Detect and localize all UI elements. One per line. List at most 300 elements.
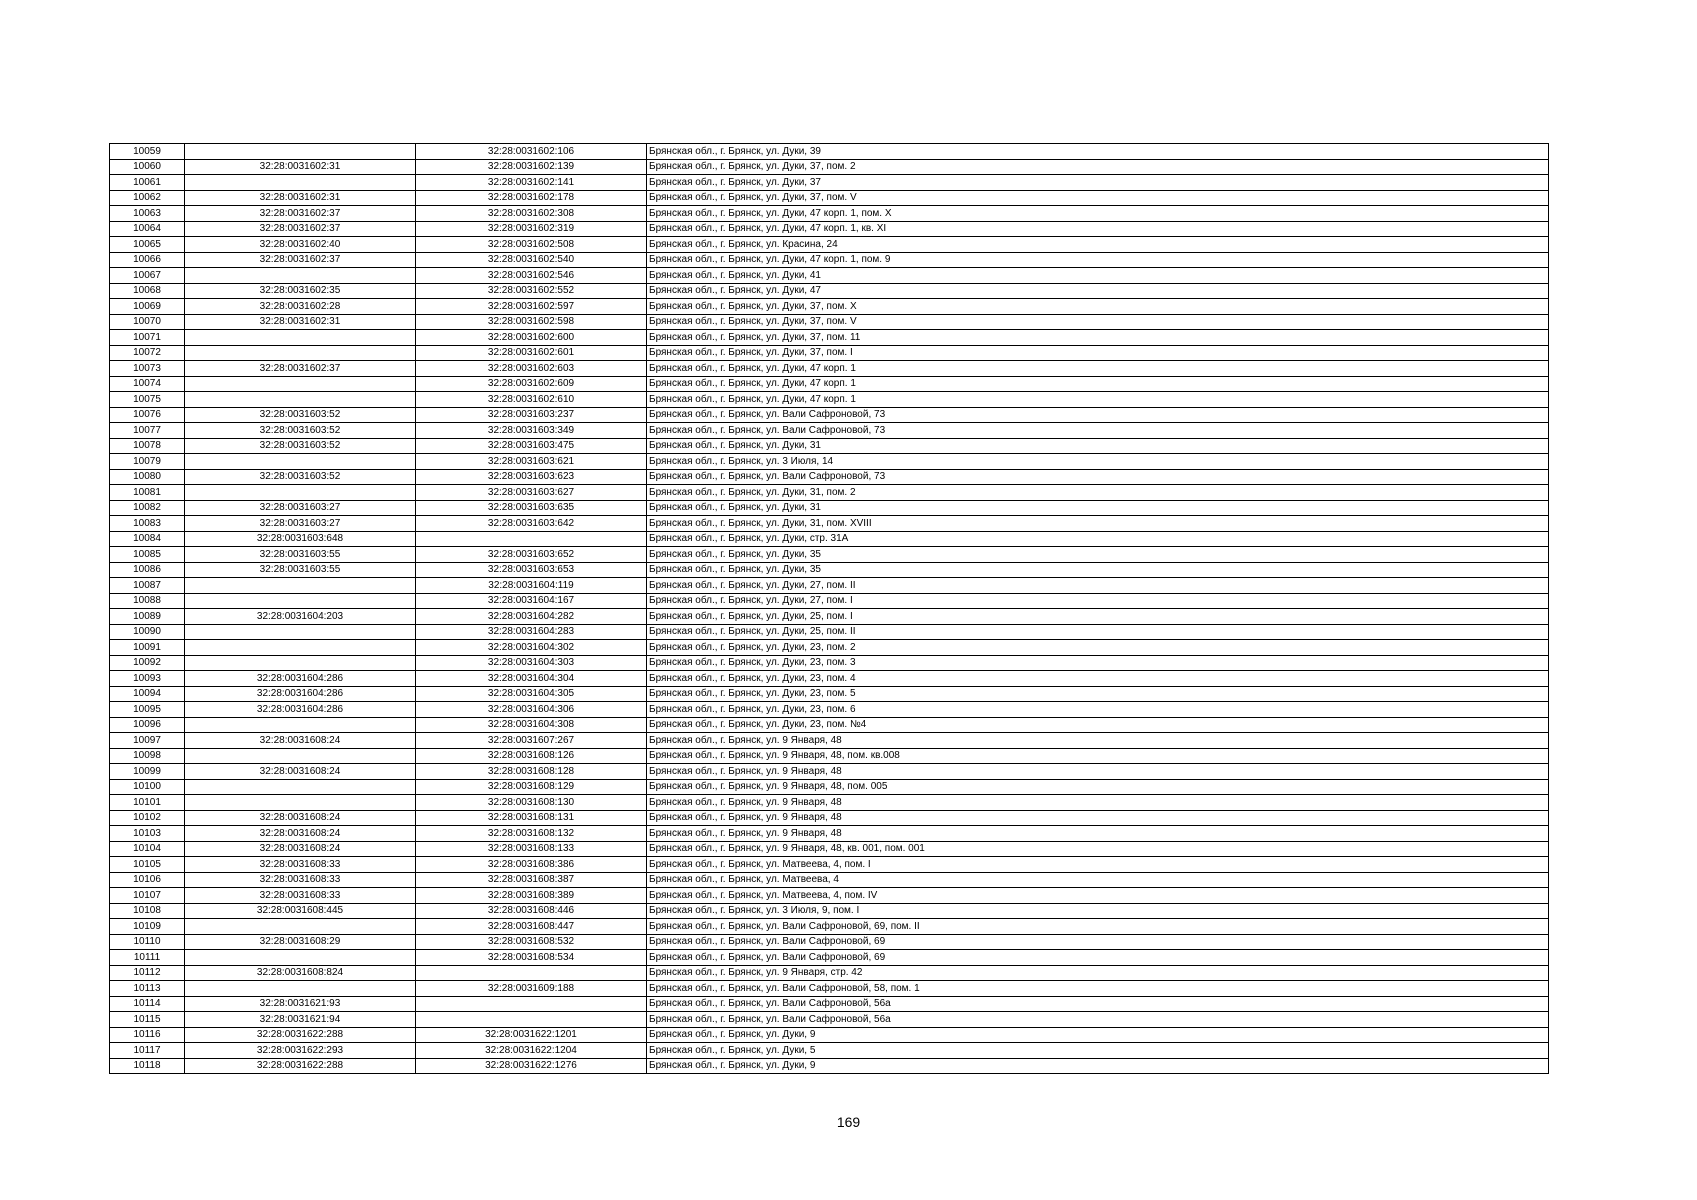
row-number-cell: 10117 (110, 1043, 185, 1059)
cadastral-number-cell: 32:28:0031602:600 (416, 330, 647, 346)
address-cell: Брянская обл., г. Брянск, ул. Дуки, 23, пом. 6 (647, 702, 1549, 718)
table-row (110, 919, 1549, 935)
address-cell: Брянская обл., г. Брянск, ул. 9 Января, 48, кв. 001, пом. 001 (647, 841, 1549, 857)
address-cell: Брянская обл., г. Брянск, ул. Матвеева, 4, пом. IV (647, 888, 1549, 904)
parent-cadastral-cell: 32:28:0031608:24 (185, 764, 416, 780)
parent-cadastral-cell: 32:28:0031622:293 (185, 1043, 416, 1059)
address-cell: Брянская обл., г. Брянск, ул. Дуки, 37, пом. 2 (647, 159, 1549, 175)
parent-cadastral-cell: 32:28:0031622:288 (185, 1027, 416, 1043)
row-number-cell: 10075 (110, 392, 185, 408)
table-row (110, 981, 1549, 997)
table-row (110, 392, 1549, 408)
parent-cadastral-cell: 32:28:0031608:33 (185, 857, 416, 873)
cadastral-number-cell: 32:28:0031622:1204 (416, 1043, 647, 1059)
parent-cadastral-cell: 32:28:0031603:52 (185, 469, 416, 485)
address-cell: Брянская обл., г. Брянск, ул. Дуки, 37, пом. X (647, 299, 1549, 315)
parent-cadastral-cell: 32:28:0031603:648 (185, 531, 416, 547)
table-row (110, 826, 1549, 842)
address-cell: Брянская обл., г. Брянск, ул. 9 Января, 48 (647, 733, 1549, 749)
cadastral-number-cell (416, 965, 647, 981)
row-number-cell: 10081 (110, 485, 185, 501)
table-row (110, 330, 1549, 346)
address-cell: Брянская обл., г. Брянск, ул. 9 Января, 48 (647, 795, 1549, 811)
cadastral-number-cell: 32:28:0031602:106 (416, 144, 647, 160)
table-row (110, 888, 1549, 904)
table-row (110, 640, 1549, 656)
row-number-cell: 10064 (110, 221, 185, 237)
parent-cadastral-cell: 32:28:0031602:40 (185, 237, 416, 253)
parent-cadastral-cell: 32:28:0031622:288 (185, 1058, 416, 1074)
table-row (110, 686, 1549, 702)
cadastral-number-cell: 32:28:0031604:303 (416, 655, 647, 671)
address-cell: Брянская обл., г. Брянск, ул. Вали Сафроновой, 69 (647, 934, 1549, 950)
address-cell: Брянская обл., г. Брянск, ул. Дуки, 47 корп. 1 (647, 361, 1549, 377)
cadastral-number-cell: 32:28:0031604:282 (416, 609, 647, 625)
parent-cadastral-cell: 32:28:0031604:203 (185, 609, 416, 625)
cadastral-number-cell: 32:28:0031608:131 (416, 810, 647, 826)
row-number-cell: 10114 (110, 996, 185, 1012)
parent-cadastral-cell: 32:28:0031603:52 (185, 438, 416, 454)
cadastral-number-cell: 32:28:0031608:130 (416, 795, 647, 811)
cadastral-number-cell: 32:28:0031604:308 (416, 717, 647, 733)
address-cell: Брянская обл., г. Брянск, ул. Дуки, 47 корп. 1, пом. X (647, 206, 1549, 222)
table-row (110, 407, 1549, 423)
parent-cadastral-cell: 32:28:0031603:27 (185, 516, 416, 532)
table-row (110, 903, 1549, 919)
parent-cadastral-cell: 32:28:0031604:286 (185, 686, 416, 702)
row-number-cell: 10104 (110, 841, 185, 857)
row-number-cell: 10077 (110, 423, 185, 439)
address-cell: Брянская обл., г. Брянск, ул. Вали Сафроновой, 73 (647, 407, 1549, 423)
parent-cadastral-cell: 32:28:0031603:52 (185, 407, 416, 423)
row-number-cell: 10076 (110, 407, 185, 423)
parent-cadastral-cell (185, 330, 416, 346)
parent-cadastral-cell (185, 981, 416, 997)
address-cell: Брянская обл., г. Брянск, ул. Дуки, 37, пом. V (647, 314, 1549, 330)
cadastral-number-cell: 32:28:0031603:621 (416, 454, 647, 470)
address-cell: Брянская обл., г. Брянск, ул. Дуки, 23, пом. 4 (647, 671, 1549, 687)
row-number-cell: 10065 (110, 237, 185, 253)
table-row (110, 516, 1549, 532)
cadastral-number-cell: 32:28:0031602:178 (416, 190, 647, 206)
parent-cadastral-cell: 32:28:0031603:55 (185, 547, 416, 563)
parent-cadastral-cell: 32:28:0031602:28 (185, 299, 416, 315)
parent-cadastral-cell (185, 454, 416, 470)
table-row (110, 562, 1549, 578)
address-cell: Брянская обл., г. Брянск, ул. Дуки, 35 (647, 547, 1549, 563)
parent-cadastral-cell: 32:28:0031602:31 (185, 190, 416, 206)
table-row (110, 547, 1549, 563)
cadastral-number-cell (416, 996, 647, 1012)
row-number-cell: 10109 (110, 919, 185, 935)
address-cell: Брянская обл., г. Брянск, ул. Дуки, стр. 31А (647, 531, 1549, 547)
table-row (110, 810, 1549, 826)
address-cell: Брянская обл., г. Брянск, ул. Дуки, 47 корп. 1, пом. 9 (647, 252, 1549, 268)
table-row (110, 1043, 1549, 1059)
address-cell: Брянская обл., г. Брянск, ул. Вали Сафроновой, 69 (647, 950, 1549, 966)
address-cell: Брянская обл., г. Брянск, ул. Дуки, 23, пом. 5 (647, 686, 1549, 702)
parent-cadastral-cell: 32:28:0031608:824 (185, 965, 416, 981)
table-row (110, 733, 1549, 749)
address-cell: Брянская обл., г. Брянск, ул. Матвеева, 4 (647, 872, 1549, 888)
row-number-cell: 10091 (110, 640, 185, 656)
row-number-cell: 10096 (110, 717, 185, 733)
cadastral-number-cell: 32:28:0031603:475 (416, 438, 647, 454)
table-row (110, 872, 1549, 888)
address-cell: Брянская обл., г. Брянск, ул. Дуки, 5 (647, 1043, 1549, 1059)
cadastral-number-cell: 32:28:0031604:302 (416, 640, 647, 656)
cadastral-number-cell: 32:28:0031602:319 (416, 221, 647, 237)
row-number-cell: 10095 (110, 702, 185, 718)
address-cell: Брянская обл., г. Брянск, ул. Дуки, 25, пом. II (647, 624, 1549, 640)
cadastral-number-cell: 32:28:0031608:128 (416, 764, 647, 780)
row-number-cell: 10093 (110, 671, 185, 687)
row-number-cell: 10110 (110, 934, 185, 950)
parent-cadastral-cell: 32:28:0031603:27 (185, 500, 416, 516)
cadastral-number-cell: 32:28:0031603:642 (416, 516, 647, 532)
row-number-cell: 10063 (110, 206, 185, 222)
table-row (110, 655, 1549, 671)
parent-cadastral-cell (185, 175, 416, 191)
row-number-cell: 10118 (110, 1058, 185, 1074)
parent-cadastral-cell: 32:28:0031621:94 (185, 1012, 416, 1028)
row-number-cell: 10107 (110, 888, 185, 904)
table-row (110, 361, 1549, 377)
table-body (110, 144, 1549, 1074)
parent-cadastral-cell: 32:28:0031608:24 (185, 826, 416, 842)
row-number-cell: 10105 (110, 857, 185, 873)
parent-cadastral-cell: 32:28:0031621:93 (185, 996, 416, 1012)
table-row (110, 237, 1549, 253)
address-cell: Брянская обл., г. Брянск, ул. Дуки, 41 (647, 268, 1549, 284)
cadastral-number-cell: 32:28:0031602:141 (416, 175, 647, 191)
table-row (110, 717, 1549, 733)
row-number-cell: 10089 (110, 609, 185, 625)
table-row (110, 469, 1549, 485)
address-cell: Брянская обл., г. Брянск, ул. 9 Января, стр. 42 (647, 965, 1549, 981)
cadastral-number-cell: 32:28:0031602:552 (416, 283, 647, 299)
table-row (110, 268, 1549, 284)
cadastral-number-cell: 32:28:0031608:389 (416, 888, 647, 904)
cadastral-number-cell: 32:28:0031608:132 (416, 826, 647, 842)
parent-cadastral-cell (185, 717, 416, 733)
row-number-cell: 10085 (110, 547, 185, 563)
table-row (110, 159, 1549, 175)
table-row (110, 702, 1549, 718)
parent-cadastral-cell (185, 655, 416, 671)
row-number-cell: 10066 (110, 252, 185, 268)
cadastral-number-cell: 32:28:0031622:1201 (416, 1027, 647, 1043)
row-number-cell: 10073 (110, 361, 185, 377)
table-row (110, 438, 1549, 454)
parent-cadastral-cell: 32:28:0031603:52 (185, 423, 416, 439)
cadastral-number-cell: 32:28:0031608:126 (416, 748, 647, 764)
address-cell: Брянская обл., г. Брянск, ул. Дуки, 23, пом. 3 (647, 655, 1549, 671)
cadastral-number-cell: 32:28:0031602:139 (416, 159, 647, 175)
cadastral-number-cell: 32:28:0031602:610 (416, 392, 647, 408)
cadastral-number-cell: 32:28:0031604:167 (416, 593, 647, 609)
cadastral-number-cell: 32:28:0031604:305 (416, 686, 647, 702)
table-row (110, 283, 1549, 299)
parent-cadastral-cell: 32:28:0031608:29 (185, 934, 416, 950)
parent-cadastral-cell (185, 376, 416, 392)
row-number-cell: 10090 (110, 624, 185, 640)
parent-cadastral-cell: 32:28:0031608:24 (185, 841, 416, 857)
parent-cadastral-cell (185, 919, 416, 935)
parent-cadastral-cell (185, 485, 416, 501)
parent-cadastral-cell (185, 779, 416, 795)
table-row (110, 1027, 1549, 1043)
table-row (110, 609, 1549, 625)
parent-cadastral-cell: 32:28:0031608:33 (185, 872, 416, 888)
row-number-cell: 10108 (110, 903, 185, 919)
address-cell: Брянская обл., г. Брянск, ул. Дуки, 31 (647, 438, 1549, 454)
row-number-cell: 10083 (110, 516, 185, 532)
cadastral-number-cell: 32:28:0031608:532 (416, 934, 647, 950)
address-cell: Брянская обл., г. Брянск, ул. Красина, 24 (647, 237, 1549, 253)
cadastral-number-cell: 32:28:0031602:546 (416, 268, 647, 284)
table-row (110, 144, 1549, 160)
parent-cadastral-cell (185, 578, 416, 594)
address-cell: Брянская обл., г. Брянск, ул. Вали Сафроновой, 58, пом. 1 (647, 981, 1549, 997)
cadastral-number-cell: 32:28:0031604:304 (416, 671, 647, 687)
row-number-cell: 10116 (110, 1027, 185, 1043)
parent-cadastral-cell: 32:28:0031602:37 (185, 252, 416, 268)
parent-cadastral-cell: 32:28:0031602:35 (185, 283, 416, 299)
row-number-cell: 10101 (110, 795, 185, 811)
row-number-cell: 10059 (110, 144, 185, 160)
address-cell: Брянская обл., г. Брянск, ул. Дуки, 47 (647, 283, 1549, 299)
parent-cadastral-cell (185, 593, 416, 609)
row-number-cell: 10060 (110, 159, 185, 175)
cadastral-number-cell: 32:28:0031608:534 (416, 950, 647, 966)
address-cell: Брянская обл., г. Брянск, ул. Дуки, 27, пом. II (647, 578, 1549, 594)
address-cell: Брянская обл., г. Брянск, ул. 3 Июля, 9, пом. I (647, 903, 1549, 919)
parent-cadastral-cell: 32:28:0031603:55 (185, 562, 416, 578)
parent-cadastral-cell (185, 268, 416, 284)
address-cell: Брянская обл., г. Брянск, ул. 3 Июля, 14 (647, 454, 1549, 470)
table-row (110, 593, 1549, 609)
cadastral-number-cell: 32:28:0031602:601 (416, 345, 647, 361)
page-number: 169 (836, 1114, 861, 1130)
address-cell: Брянская обл., г. Брянск, ул. Дуки, 27, пом. I (647, 593, 1549, 609)
parent-cadastral-cell: 32:28:0031602:37 (185, 206, 416, 222)
cadastral-number-cell: 32:28:0031603:627 (416, 485, 647, 501)
parent-cadastral-cell (185, 795, 416, 811)
cadastral-number-cell: 32:28:0031602:597 (416, 299, 647, 315)
table-row (110, 206, 1549, 222)
address-cell: Брянская обл., г. Брянск, ул. Вали Сафроновой, 73 (647, 469, 1549, 485)
parent-cadastral-cell: 32:28:0031602:31 (185, 159, 416, 175)
row-number-cell: 10112 (110, 965, 185, 981)
address-cell: Брянская обл., г. Брянск, ул. Вали Сафроновой, 73 (647, 423, 1549, 439)
table-row (110, 299, 1549, 315)
table-row (110, 795, 1549, 811)
row-number-cell: 10070 (110, 314, 185, 330)
cadastral-number-cell: 32:28:0031607:267 (416, 733, 647, 749)
row-number-cell: 10088 (110, 593, 185, 609)
address-cell: Брянская обл., г. Брянск, ул. Вали Сафроновой, 69, пом. II (647, 919, 1549, 935)
parent-cadastral-cell: 32:28:0031608:24 (185, 733, 416, 749)
row-number-cell: 10099 (110, 764, 185, 780)
address-cell: Брянская обл., г. Брянск, ул. Дуки, 39 (647, 144, 1549, 160)
row-number-cell: 10082 (110, 500, 185, 516)
row-number-cell: 10078 (110, 438, 185, 454)
row-number-cell: 10072 (110, 345, 185, 361)
parent-cadastral-cell (185, 144, 416, 160)
address-cell: Брянская обл., г. Брянск, ул. Дуки, 37, пом. I (647, 345, 1549, 361)
table-row (110, 748, 1549, 764)
parent-cadastral-cell: 32:28:0031602:31 (185, 314, 416, 330)
cadastral-number-cell: 32:28:0031602:598 (416, 314, 647, 330)
address-cell: Брянская обл., г. Брянск, ул. Дуки, 31, пом. 2 (647, 485, 1549, 501)
address-cell: Брянская обл., г. Брянск, ул. Дуки, 37 (647, 175, 1549, 191)
table-row (110, 221, 1549, 237)
parent-cadastral-cell (185, 345, 416, 361)
table-row (110, 950, 1549, 966)
cadastral-number-cell: 32:28:0031603:349 (416, 423, 647, 439)
table-row (110, 779, 1549, 795)
row-number-cell: 10071 (110, 330, 185, 346)
table-row (110, 190, 1549, 206)
parent-cadastral-cell (185, 640, 416, 656)
row-number-cell: 10098 (110, 748, 185, 764)
row-number-cell: 10102 (110, 810, 185, 826)
row-number-cell: 10094 (110, 686, 185, 702)
cadastral-number-cell: 32:28:0031602:508 (416, 237, 647, 253)
table-row (110, 1012, 1549, 1028)
row-number-cell: 10084 (110, 531, 185, 547)
table-row (110, 934, 1549, 950)
table-row (110, 175, 1549, 191)
row-number-cell: 10097 (110, 733, 185, 749)
row-number-cell: 10074 (110, 376, 185, 392)
address-cell: Брянская обл., г. Брянск, ул. 9 Января, 48 (647, 826, 1549, 842)
row-number-cell: 10106 (110, 872, 185, 888)
table-row (110, 624, 1549, 640)
table-row (110, 252, 1549, 268)
row-number-cell: 10111 (110, 950, 185, 966)
address-cell: Брянская обл., г. Брянск, ул. Дуки, 47 корп. 1, кв. XI (647, 221, 1549, 237)
parent-cadastral-cell (185, 624, 416, 640)
table-row (110, 500, 1549, 516)
address-cell: Брянская обл., г. Брянск, ул. Дуки, 25, пом. I (647, 609, 1549, 625)
row-number-cell: 10069 (110, 299, 185, 315)
parent-cadastral-cell: 32:28:0031602:37 (185, 221, 416, 237)
cadastral-number-cell: 32:28:0031604:119 (416, 578, 647, 594)
cadastral-number-cell: 32:28:0031608:133 (416, 841, 647, 857)
cadastral-number-cell: 32:28:0031602:603 (416, 361, 647, 377)
row-number-cell: 10068 (110, 283, 185, 299)
address-cell: Брянская обл., г. Брянск, ул. 9 Января, 48 (647, 810, 1549, 826)
cadastral-number-cell: 32:28:0031603:652 (416, 547, 647, 563)
address-cell: Брянская обл., г. Брянск, ул. 9 Января, 48, пом. кв.008 (647, 748, 1549, 764)
row-number-cell: 10067 (110, 268, 185, 284)
cadastral-number-cell: 32:28:0031602:308 (416, 206, 647, 222)
cadastral-number-cell: 32:28:0031608:446 (416, 903, 647, 919)
parent-cadastral-cell (185, 950, 416, 966)
cadastral-number-cell: 32:28:0031608:387 (416, 872, 647, 888)
address-cell: Брянская обл., г. Брянск, ул. 9 Января, 48, пом. 005 (647, 779, 1549, 795)
cadastral-number-cell: 32:28:0031604:306 (416, 702, 647, 718)
cadastral-number-cell: 32:28:0031608:129 (416, 779, 647, 795)
parent-cadastral-cell: 32:28:0031608:33 (185, 888, 416, 904)
table-row (110, 578, 1549, 594)
table-row (110, 314, 1549, 330)
table-row (110, 376, 1549, 392)
table-row (110, 531, 1549, 547)
row-number-cell: 10092 (110, 655, 185, 671)
row-number-cell: 10103 (110, 826, 185, 842)
cadastral-number-cell: 32:28:0031603:623 (416, 469, 647, 485)
address-cell: Брянская обл., г. Брянск, ул. Вали Сафроновой, 56а (647, 996, 1549, 1012)
parent-cadastral-cell: 32:28:0031608:445 (185, 903, 416, 919)
table-row (110, 841, 1549, 857)
cadastral-number-cell: 32:28:0031609:188 (416, 981, 647, 997)
table-row (110, 423, 1549, 439)
address-cell: Брянская обл., г. Брянск, ул. Дуки, 37, пом. 11 (647, 330, 1549, 346)
table-row (110, 671, 1549, 687)
row-number-cell: 10100 (110, 779, 185, 795)
cadastral-number-cell: 32:28:0031608:447 (416, 919, 647, 935)
address-cell: Брянская обл., г. Брянск, ул. Дуки, 9 (647, 1058, 1549, 1074)
address-cell: Брянская обл., г. Брянск, ул. Вали Сафроновой, 56а (647, 1012, 1549, 1028)
cadastral-number-cell: 32:28:0031604:283 (416, 624, 647, 640)
table-row (110, 485, 1549, 501)
address-cell: Брянская обл., г. Брянск, ул. Дуки, 9 (647, 1027, 1549, 1043)
cadastral-number-cell: 32:28:0031602:609 (416, 376, 647, 392)
parent-cadastral-cell: 32:28:0031604:286 (185, 671, 416, 687)
row-number-cell: 10080 (110, 469, 185, 485)
row-number-cell: 10087 (110, 578, 185, 594)
address-cell: Брянская обл., г. Брянск, ул. Дуки, 23, пом. 2 (647, 640, 1549, 656)
row-number-cell: 10115 (110, 1012, 185, 1028)
row-number-cell: 10086 (110, 562, 185, 578)
cadastral-number-cell: 32:28:0031603:237 (416, 407, 647, 423)
row-number-cell: 10061 (110, 175, 185, 191)
table-row (110, 965, 1549, 981)
address-cell: Брянская обл., г. Брянск, ул. Дуки, 31 (647, 500, 1549, 516)
table-row (110, 1058, 1549, 1074)
address-cell: Брянская обл., г. Брянск, ул. Матвеева, 4, пом. I (647, 857, 1549, 873)
row-number-cell: 10079 (110, 454, 185, 470)
table-row (110, 454, 1549, 470)
parent-cadastral-cell (185, 392, 416, 408)
cadastral-number-cell (416, 531, 647, 547)
cadastral-number-cell: 32:28:0031603:653 (416, 562, 647, 578)
table-row (110, 857, 1549, 873)
address-cell: Брянская обл., г. Брянск, ул. Дуки, 47 корп. 1 (647, 392, 1549, 408)
table-row (110, 764, 1549, 780)
table-row (110, 345, 1549, 361)
cadastral-number-cell: 32:28:0031622:1276 (416, 1058, 647, 1074)
parent-cadastral-cell: 32:28:0031608:24 (185, 810, 416, 826)
parent-cadastral-cell (185, 748, 416, 764)
row-number-cell: 10113 (110, 981, 185, 997)
cadastral-number-cell: 32:28:0031603:635 (416, 500, 647, 516)
address-cell: Брянская обл., г. Брянск, ул. Дуки, 37, пом. V (647, 190, 1549, 206)
row-number-cell: 10062 (110, 190, 185, 206)
cadastral-number-cell: 32:28:0031608:386 (416, 857, 647, 873)
address-cell: Брянская обл., г. Брянск, ул. 9 Января, 48 (647, 764, 1549, 780)
address-cell: Брянская обл., г. Брянск, ул. Дуки, 47 корп. 1 (647, 376, 1549, 392)
parent-cadastral-cell: 32:28:0031602:37 (185, 361, 416, 377)
parent-cadastral-cell: 32:28:0031604:286 (185, 702, 416, 718)
table-row (110, 996, 1549, 1012)
cadastral-number-cell (416, 1012, 647, 1028)
cadastral-number-cell: 32:28:0031602:540 (416, 252, 647, 268)
address-cell: Брянская обл., г. Брянск, ул. Дуки, 35 (647, 562, 1549, 578)
